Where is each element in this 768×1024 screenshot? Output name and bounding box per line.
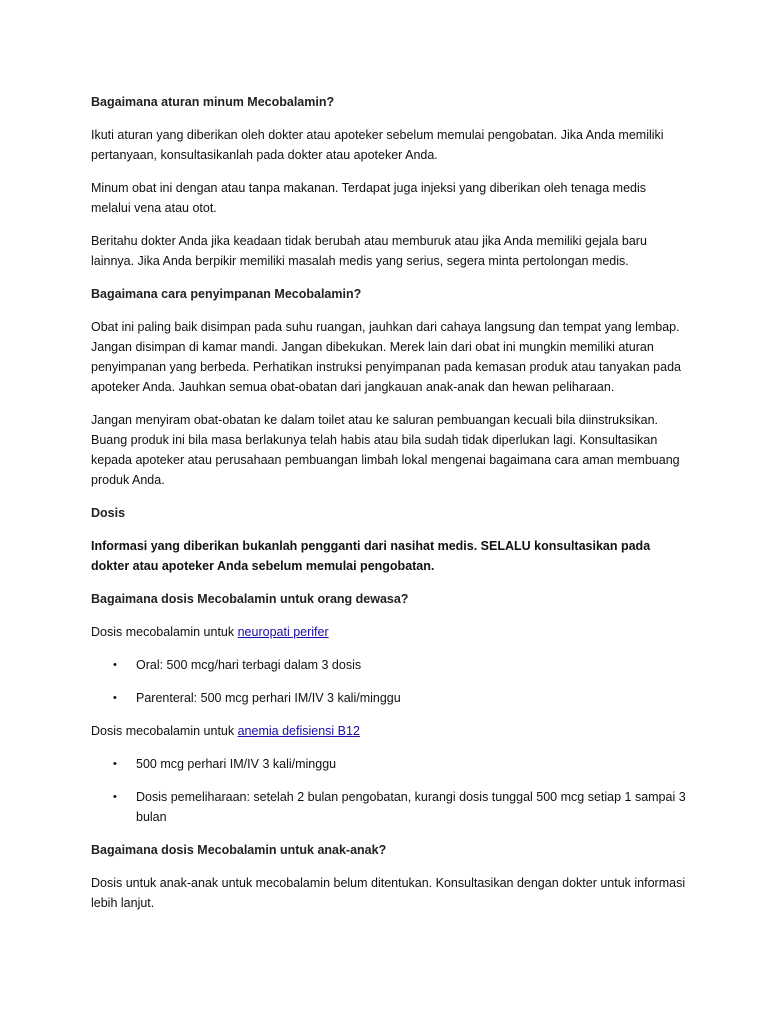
- anemia-link[interactable]: anemia defisiensi B12: [237, 724, 360, 738]
- bullet-icon: •: [113, 659, 117, 671]
- heading-child-dosage: Bagaimana dosis Mecobalamin untuk anak-anak?: [91, 843, 387, 857]
- dose-intro-anemia: [91, 721, 689, 741]
- paragraph-disposal: Jangan menyiram obat-obatan ke dalam toilet atau ke saluran pembuangan kecuali bila diinstruksikan. Buang produk ini bila masa berlakunya telah habis atau bila sudah tidak diperlukan lagi. Konsultasikan kepada apoteker atau perusahaan pembuangan limbah lokal mengenai bagaimana cara aman membuang produk Anda.: [91, 413, 680, 487]
- paragraph-medical-disclaimer: Informasi yang diberikan bukanlah pengganti dari nasihat medis. SELALU konsultasikan pada dokter atau apoteker Anda sebelum memulai pengobatan.: [91, 539, 651, 573]
- paragraph-child-dosage: Dosis untuk anak-anak untuk mecobalamin belum ditentukan. Konsultasikan dengan dokter untuk informasi lebih lanjut.: [91, 876, 686, 910]
- list-item: [91, 655, 689, 675]
- list-item: [91, 688, 689, 708]
- dose-intro-text: Dosis mecobalamin untuk: [91, 724, 238, 738]
- list-item-text: Oral: 500 mcg/hari terbagi dalam 3 dosis: [136, 658, 362, 672]
- paragraph-follow-instructions: Ikuti aturan yang diberikan oleh dokter atau apoteker sebelum memulai pengobatan. Jika Anda memiliki pertanyaan, konsultasikanlah pada dokter atau apoteker Anda.: [91, 128, 664, 162]
- heading-adult-dosage: Bagaimana dosis Mecobalamin untuk orang dewasa?: [91, 592, 409, 606]
- document-page: [91, 92, 689, 926]
- heading-storage: Bagaimana cara penyimpanan Mecobalamin?: [91, 287, 362, 301]
- neuropathy-link[interactable]: neuropati perifer: [237, 625, 329, 639]
- paragraph-tell-doctor: Beritahu dokter Anda jika keadaan tidak berubah atau memburuk atau jika Anda memiliki gejala baru lainnya. Jika Anda berpikir memiliki masalah medis yang serius, segera minta pertolongan medis.: [91, 234, 647, 268]
- list-item-text: Dosis pemeliharaan: setelah 2 bulan pengobatan, kurangi dosis tunggal 500 mcg setiap 1 sampai 3 bulan: [136, 790, 686, 824]
- list-item-text: Parenteral: 500 mcg perhari IM/IV 3 kali/minggu: [136, 691, 401, 705]
- heading-dosage: Dosis: [91, 506, 126, 520]
- bullet-icon: •: [113, 791, 117, 803]
- bullet-icon: •: [113, 758, 117, 770]
- neuropathy-dose-list: [91, 655, 689, 708]
- bullet-icon: •: [113, 692, 117, 704]
- dose-intro-neuropathy: [91, 622, 689, 642]
- heading-usage: Bagaimana aturan minum Mecobalamin?: [91, 95, 335, 109]
- dose-intro-text: Dosis mecobalamin untuk: [91, 625, 238, 639]
- paragraph-storage: Obat ini paling baik disimpan pada suhu ruangan, jauhkan dari cahaya langsung dan tempat yang lembap. Jangan disimpan di kamar mandi. Jangan dibekukan. Merek lain dari obat ini mungkin memiliki aturan penyimpanan yang berbeda. Perhatikan instruksi penyimpanan pada kemasan produk atau tanyakan pada apoteker Anda. Jauhkan semua obat-obatan dari jangkauan anak-anak dan hewan peliharaan.: [91, 320, 681, 394]
- anemia-dose-list: [91, 754, 689, 827]
- list-item-text: 500 mcg perhari IM/IV 3 kali/minggu: [136, 757, 337, 771]
- list-item: [91, 787, 689, 827]
- list-item: [91, 754, 689, 774]
- paragraph-take-with-food: Minum obat ini dengan atau tanpa makanan. Terdapat juga injeksi yang diberikan oleh tenaga medis melalui vena atau otot.: [91, 181, 647, 215]
